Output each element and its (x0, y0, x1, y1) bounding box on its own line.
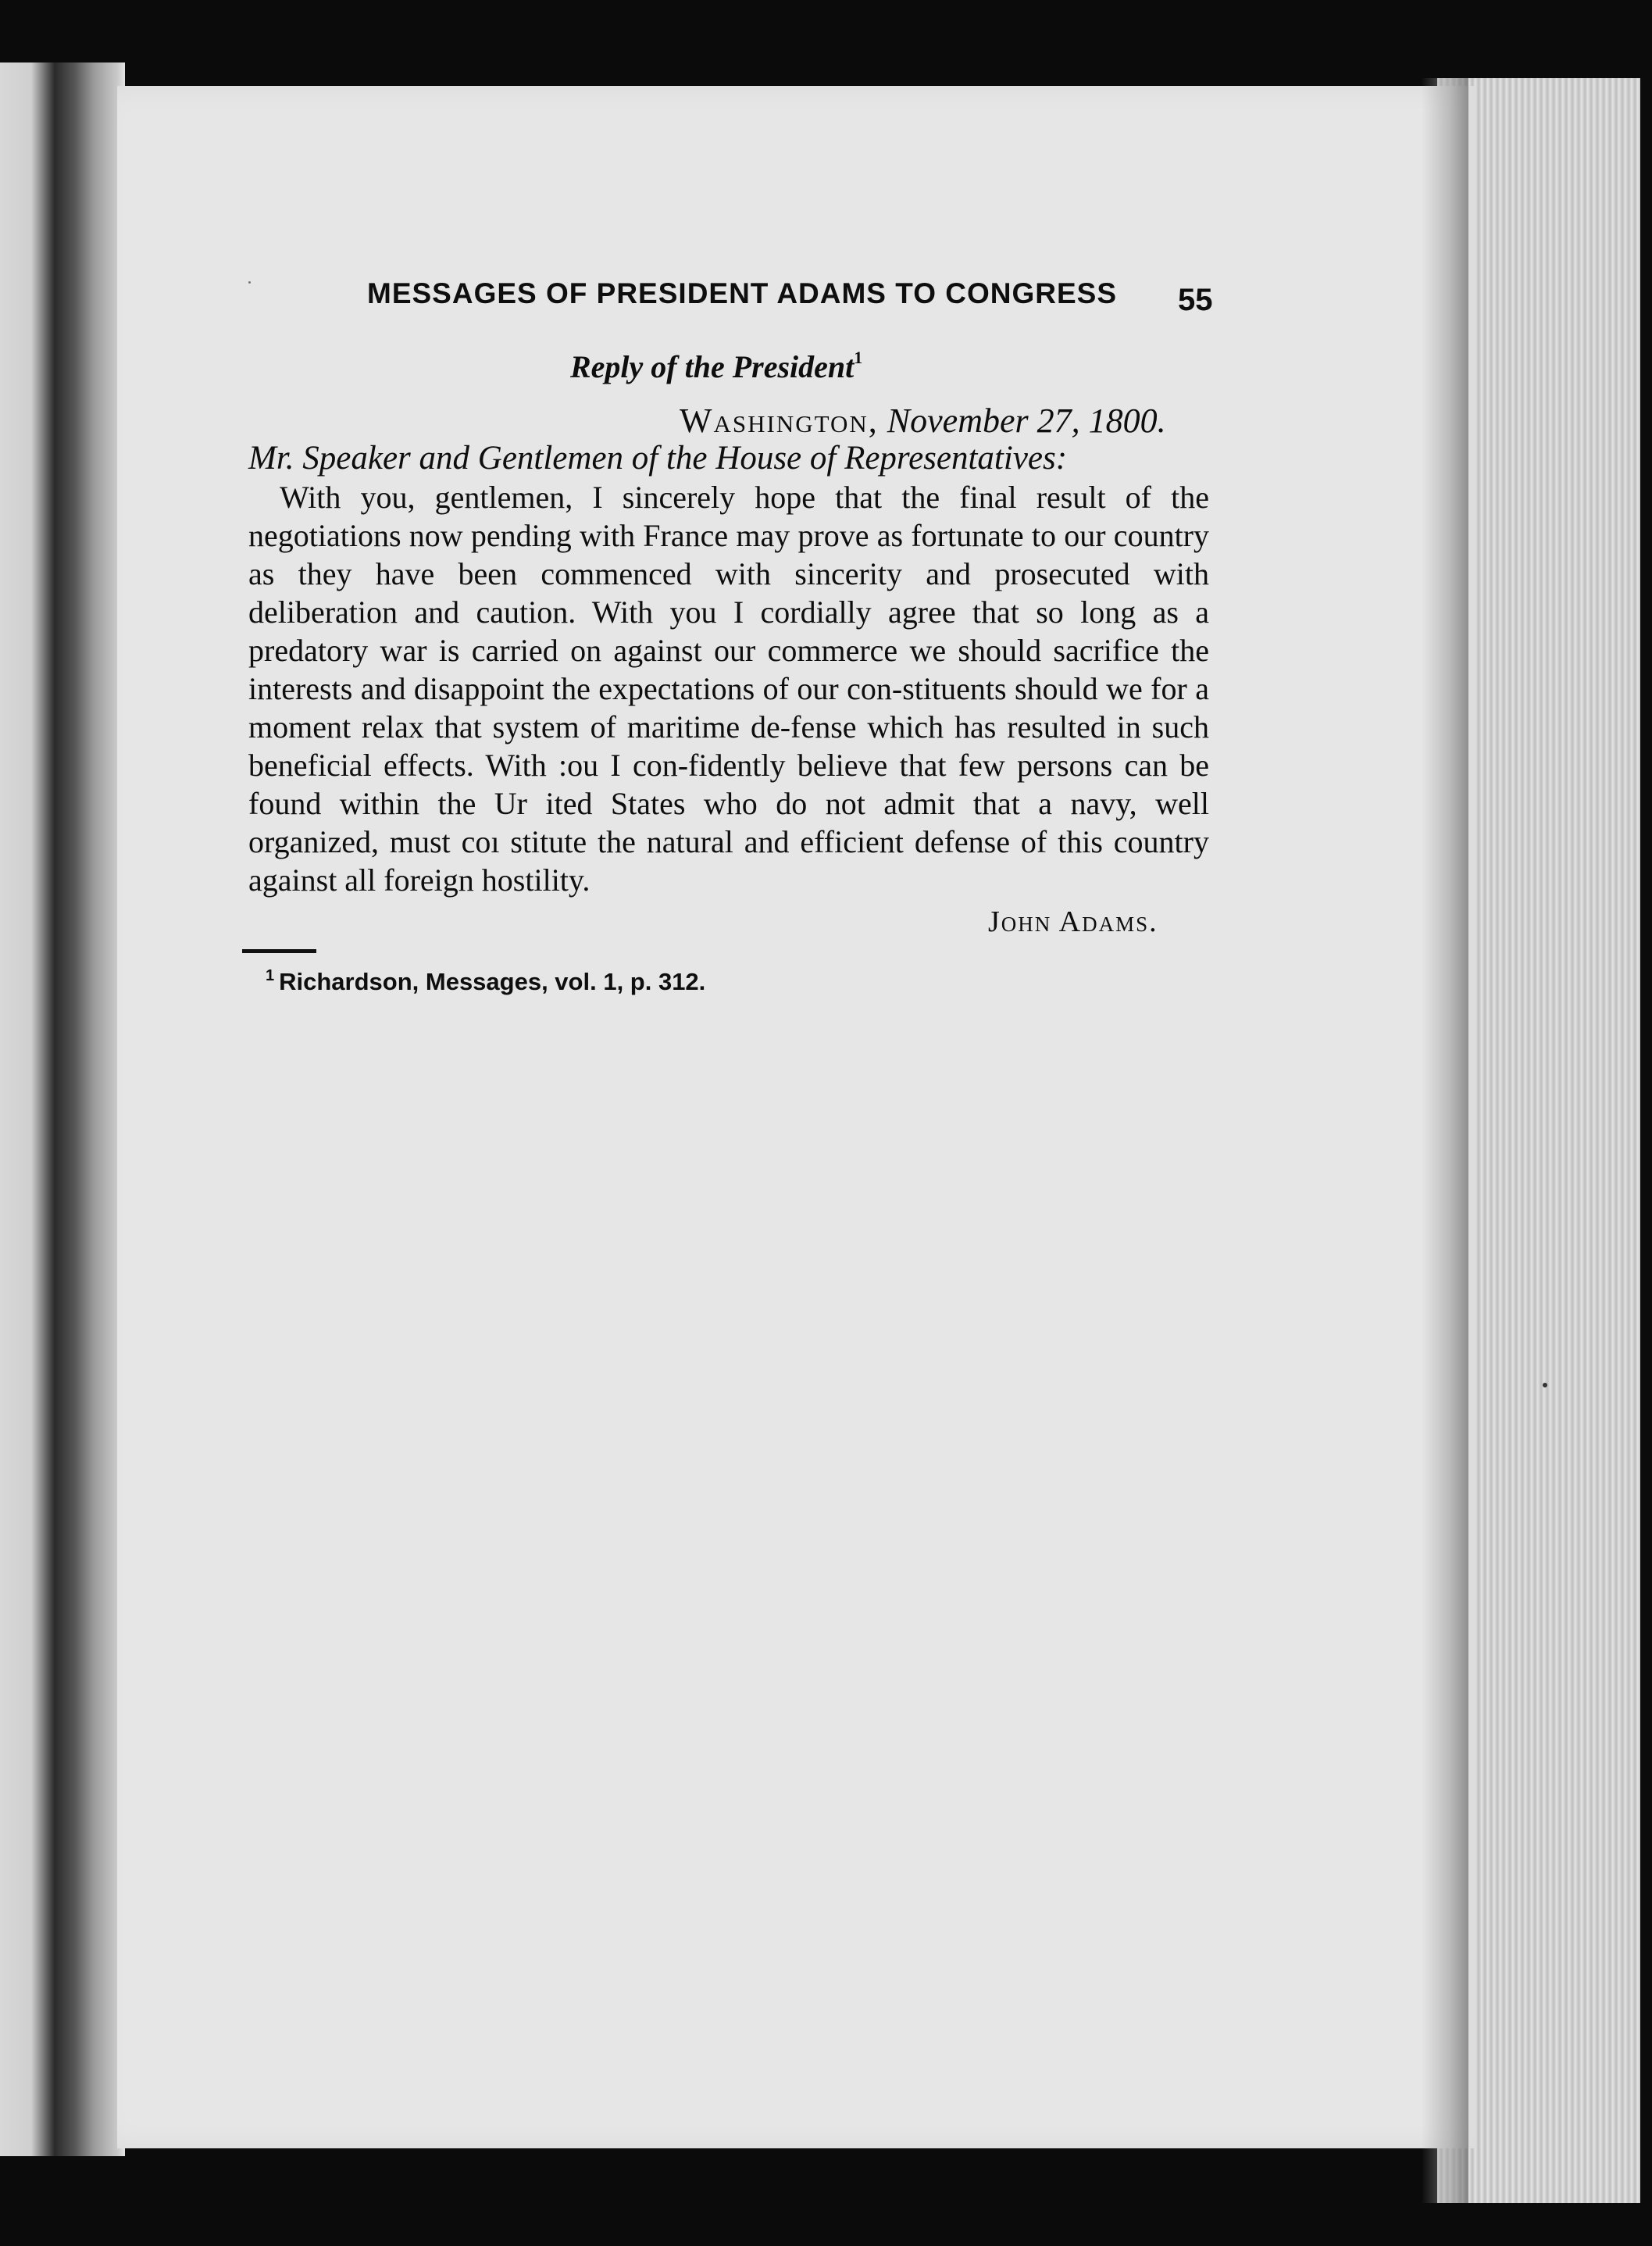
signature: John Adams. (988, 905, 1158, 938)
body-paragraph: With you, gentlemen, I sincerely hope that the final result of the negotiations now pending with France may prove as fortunate to our country as they have been commenced with sincerity and prosecuted with deliberation and caution. With you I cordially agree that so long as a predatory war is carried on against our commerce we should sacrifice the interests and disappoint the expectations of our con-stituents should we for a moment relax that system of maritime de-fense which has resulted in such beneficial effects. With :ou I con-fidently believe that few persons can be found within the Ur ited States who do not admit that a navy, well organized, must coı stitute the natural and efficient defense of this country against all foreign hostility. (248, 480, 1209, 898)
page-number: 55 (1178, 283, 1213, 317)
book-page (117, 86, 1476, 2148)
salutation: Mr. Speaker and Gentlemen of the House of Representatives: (248, 440, 1068, 477)
dateline-date: November 27, 1800. (887, 402, 1166, 440)
dateline (680, 401, 1166, 441)
dateline-place: Washington, (680, 402, 879, 440)
running-head: MESSAGES OF PRESIDENT ADAMS TO CONGRESS (367, 277, 1118, 309)
book-spine (0, 62, 125, 2156)
page-edge-shadow (1422, 78, 1468, 2203)
section-title (570, 348, 862, 385)
section-title-text: Reply of the President (570, 349, 855, 384)
scan-speck (1543, 1383, 1547, 1387)
footnote-text: Richardson, Messages, vol. 1, p. 312. (279, 968, 706, 995)
footnote-marker: 1 (266, 967, 275, 984)
scan-speck (248, 281, 251, 284)
section-title-footnote-marker: 1 (854, 348, 863, 367)
footnote (266, 967, 705, 996)
footnote-rule (242, 949, 316, 953)
